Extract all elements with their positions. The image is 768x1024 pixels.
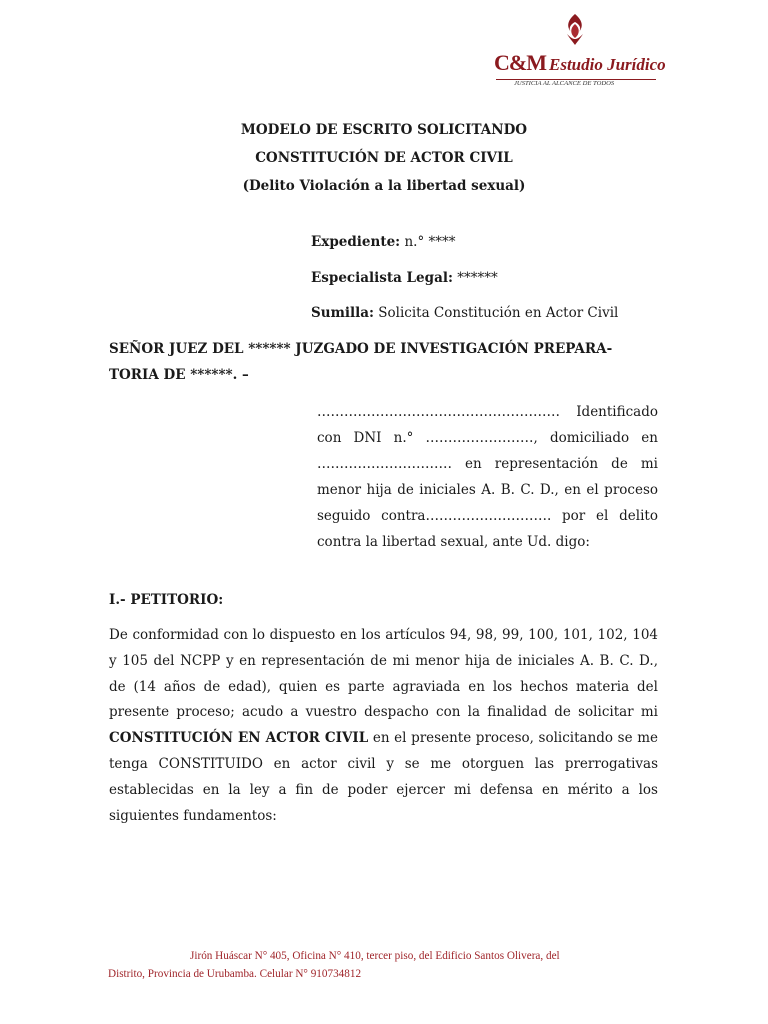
- especialista-row: [311, 270, 498, 286]
- addressee-line-1: SEÑOR JUEZ DEL ****** JUZGADO DE INVESTIGACIÓN PREPARA-: [109, 341, 613, 357]
- document-title-line-1: MODELO DE ESCRITO SOLICITANDO: [240, 122, 528, 138]
- especialista-value: ******: [457, 270, 498, 286]
- document-subtitle: (Delito Violación a la libertad sexual): [242, 178, 526, 194]
- flame-emblem-icon: [562, 12, 588, 46]
- identification-paragraph: [317, 399, 658, 556]
- petitorio-text-start: De conformidad con lo dispuesto en los artículos 94, 98, 99, 100, 101, 102, 104 y 105 del NCPP y en representación de mi menor hija de iniciales A. B. C. D., de (14 años de edad), quien es parte agraviada en los hechos materia del presente proceso; acudo a vuestro despacho con la finalidad de solicitar mi: [109, 627, 658, 721]
- sumilla-value: Solicita Constitución en Actor Civil: [378, 305, 619, 321]
- logo-wordmark: [494, 50, 666, 76]
- footer-address-line-1: Jirón Huáscar N° 405, Oficina N° 410, tercer piso, del Edificio Santos Olivera, del: [190, 950, 560, 962]
- sumilla-label: Sumilla:: [311, 305, 374, 321]
- page-footer: [108, 948, 638, 983]
- logo-monogram: C&M: [494, 50, 546, 75]
- sumilla-row: [311, 305, 618, 321]
- identification-text: ……………………………………………… Identificado con DNI n.° ……………………, domiciliado en ………………………… en representación de mi menor hija de iniciales A. B. C. D., en el proceso seguido contra………………………. por el delito contra la libertad sexual, ante Ud. digo:: [317, 404, 658, 551]
- firm-logo: [492, 12, 666, 87]
- logo-name: Estudio Jurídico: [548, 55, 666, 74]
- petitorio-emphasis: CONSTITUCIÓN EN ACTOR CIVIL: [109, 730, 369, 747]
- expediente-value: n.° ****: [404, 234, 456, 250]
- footer-address-line-2: Distrito, Provincia de Urubamba. Celular N° 910734812: [108, 967, 362, 980]
- petitorio-text-end: en el presente proceso, solicitando se me tenga CONSTITUIDO en actor civil y se me otorguen las prerrogativas establecidas en la ley a fin de poder ejercer mi defensa en mérito a los siguientes fundamentos:: [109, 730, 658, 824]
- addressee-line-2: TORIA DE ******. –: [109, 367, 249, 383]
- expediente-label: Expediente:: [311, 234, 401, 250]
- document-title-line-2: CONSTITUCIÓN DE ACTOR CIVIL: [255, 150, 513, 166]
- logo-tagline: JUSTICIA AL ALCANCE DE TODOS: [514, 80, 615, 87]
- especialista-label: Especialista Legal:: [311, 270, 453, 286]
- section-heading: I.- PETITORIO:: [109, 592, 224, 608]
- expediente-row: [311, 234, 455, 250]
- petitorio-paragraph: [109, 623, 658, 829]
